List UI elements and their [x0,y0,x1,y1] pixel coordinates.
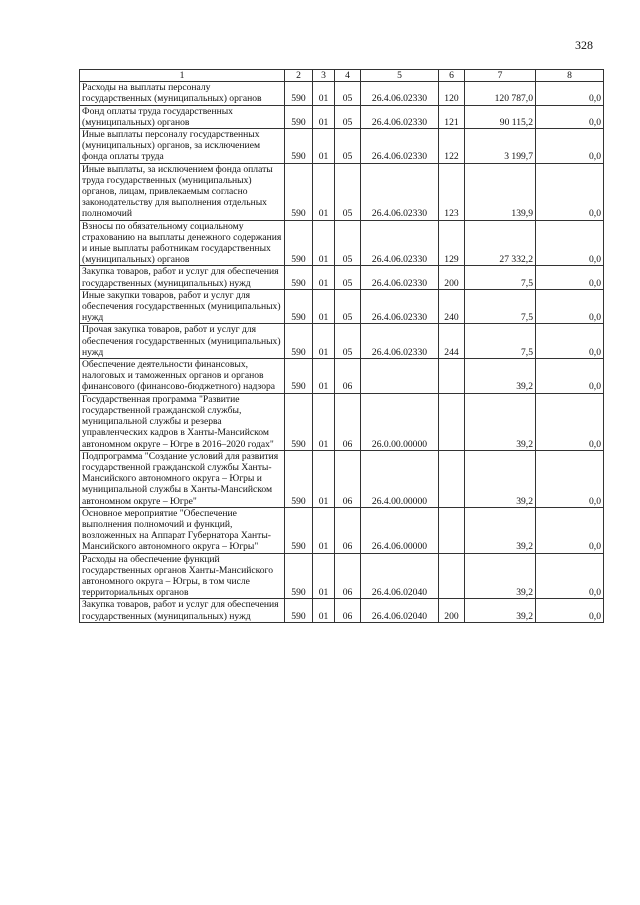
cell-amount-2: 0,0 [536,359,604,394]
table-row [80,359,604,394]
table-row [80,82,604,105]
cell-ministry-code: 590 [285,82,313,105]
table-row [80,553,604,599]
cell-subsection: 05 [335,220,361,266]
cell-ministry-code: 590 [285,393,313,450]
column-header-3: 3 [313,70,335,82]
budget-table [79,69,604,623]
cell-target-article: 26.4.06.02330 [361,129,439,164]
cell-subsection: 05 [335,289,361,324]
cell-section: 01 [313,266,335,289]
cell-section: 01 [313,163,335,220]
row-name: Основное мероприятие "Обеспечение выполнения полномочий и функций, возложенных на Аппарат Губернатора Ханты-Мансийского автономного округа – Югры" [80,507,285,553]
cell-section: 01 [313,220,335,266]
cell-section: 01 [313,82,335,105]
cell-expense-type: 121 [439,105,465,128]
row-name: Обеспечение деятельности финансовых, налоговых и таможенных органов и органов финансового (финансово-бюджетного) надзора [80,359,285,394]
cell-expense-type [439,450,465,507]
row-name: Расходы на обеспечение функций государственных органов Ханты-Мансийского автономного округа – Югры, в том числе территориальных органов [80,553,285,599]
row-name: Иные выплаты персоналу государственных (муниципальных) органов, за исключением фонда оплаты труда [80,129,285,164]
cell-target-article: 26.0.00.00000 [361,393,439,450]
row-name: Расходы на выплаты персоналу государственных (муниципальных) органов [80,82,285,105]
cell-target-article: 26.4.06.02040 [361,553,439,599]
cell-section: 01 [313,129,335,164]
cell-amount: 39,2 [465,507,536,553]
cell-section: 01 [313,553,335,599]
table-row [80,599,604,622]
row-name: Закупка товаров, работ и услуг для обеспечения государственных (муниципальных) нужд [80,266,285,289]
cell-amount: 90 115,2 [465,105,536,128]
cell-expense-type [439,507,465,553]
cell-ministry-code: 590 [285,359,313,394]
row-name: Государственная программа "Развитие государственной гражданской службы, муниципальной службы и резерва управленческих кадров в Ханты-Мансийском автономном округе – Югре в 2016–2020 годах" [80,393,285,450]
cell-expense-type: 120 [439,82,465,105]
cell-amount-2: 0,0 [536,82,604,105]
cell-ministry-code: 590 [285,220,313,266]
cell-target-article: 26.4.00.00000 [361,450,439,507]
cell-expense-type [439,359,465,394]
cell-expense-type: 129 [439,220,465,266]
cell-ministry-code: 590 [285,105,313,128]
row-name: Закупка товаров, работ и услуг для обеспечения государственных (муниципальных) нужд [80,599,285,622]
cell-expense-type [439,393,465,450]
table-row [80,289,604,324]
cell-ministry-code: 590 [285,553,313,599]
cell-section: 01 [313,105,335,128]
cell-ministry-code: 590 [285,324,313,359]
cell-target-article: 26.4.06.02330 [361,105,439,128]
cell-target-article: 26.4.06.02330 [361,220,439,266]
cell-section: 01 [313,289,335,324]
table-row [80,105,604,128]
row-name: Подпрограмма "Создание условий для развития государственной гражданской службы Ханты-Мансийского автономного округа – Югры и муниципальной службы в Ханты-Мансийском автономном округе – Югре" [80,450,285,507]
cell-target-article: 26.4.06.02330 [361,289,439,324]
cell-subsection: 06 [335,450,361,507]
cell-expense-type: 200 [439,599,465,622]
column-header-4: 4 [335,70,361,82]
cell-expense-type: 200 [439,266,465,289]
page-number: 328 [575,38,593,52]
cell-amount-2: 0,0 [536,129,604,164]
cell-amount-2: 0,0 [536,393,604,450]
table-row [80,393,604,450]
cell-ministry-code: 590 [285,129,313,164]
cell-subsection: 06 [335,359,361,394]
cell-amount-2: 0,0 [536,266,604,289]
cell-amount: 139,9 [465,163,536,220]
table-row [80,220,604,266]
table-body [80,82,604,623]
cell-amount: 39,2 [465,450,536,507]
cell-amount: 39,2 [465,393,536,450]
cell-expense-type: 240 [439,289,465,324]
cell-target-article: 26.4.06.02330 [361,163,439,220]
row-name: Иные выплаты, за исключением фонда оплаты труда государственных (муниципальных) органов, лицам, привлекаемым согласно законодательству для выполнения отдельных полномочий [80,163,285,220]
cell-amount-2: 0,0 [536,105,604,128]
table-row [80,450,604,507]
column-header-6: 6 [439,70,465,82]
column-header-7: 7 [465,70,536,82]
cell-target-article: 26.4.06.00000 [361,507,439,553]
cell-target-article [361,359,439,394]
cell-amount: 7,5 [465,289,536,324]
cell-amount-2: 0,0 [536,163,604,220]
table-row [80,129,604,164]
column-header-8: 8 [536,70,604,82]
table-row [80,163,604,220]
table-row [80,266,604,289]
cell-subsection: 06 [335,599,361,622]
cell-subsection: 05 [335,266,361,289]
cell-subsection: 06 [335,393,361,450]
column-header-2: 2 [285,70,313,82]
cell-ministry-code: 590 [285,599,313,622]
cell-subsection: 05 [335,163,361,220]
row-name: Прочая закупка товаров, работ и услуг для обеспечения государственных (муниципальных) нужд [80,324,285,359]
cell-target-article: 26.4.06.02330 [361,82,439,105]
row-name: Фонд оплаты труда государственных (муниципальных) органов [80,105,285,128]
cell-section: 01 [313,324,335,359]
table-row [80,507,604,553]
cell-section: 01 [313,393,335,450]
cell-expense-type: 122 [439,129,465,164]
cell-section: 01 [313,359,335,394]
column-header-1: 1 [80,70,285,82]
cell-amount-2: 0,0 [536,289,604,324]
cell-section: 01 [313,599,335,622]
cell-subsection: 06 [335,507,361,553]
cell-amount: 7,5 [465,324,536,359]
cell-expense-type: 244 [439,324,465,359]
cell-subsection: 05 [335,105,361,128]
cell-section: 01 [313,507,335,553]
cell-ministry-code: 590 [285,450,313,507]
cell-target-article: 26.4.06.02330 [361,324,439,359]
cell-subsection: 06 [335,553,361,599]
column-header-5: 5 [361,70,439,82]
table-row [80,324,604,359]
cell-amount-2: 0,0 [536,450,604,507]
cell-amount-2: 0,0 [536,220,604,266]
cell-amount: 3 199,7 [465,129,536,164]
cell-amount: 39,2 [465,359,536,394]
cell-target-article: 26.4.06.02330 [361,266,439,289]
cell-section: 01 [313,450,335,507]
cell-subsection: 05 [335,82,361,105]
cell-subsection: 05 [335,129,361,164]
cell-amount-2: 0,0 [536,507,604,553]
cell-amount-2: 0,0 [536,553,604,599]
row-name: Взносы по обязательному социальному страхованию на выплаты денежного содержания и иные выплаты работникам государственных (муниципальных) органов [80,220,285,266]
header-row [80,70,604,82]
cell-subsection: 05 [335,324,361,359]
cell-expense-type: 123 [439,163,465,220]
cell-expense-type [439,553,465,599]
cell-ministry-code: 590 [285,507,313,553]
cell-ministry-code: 590 [285,163,313,220]
cell-ministry-code: 590 [285,289,313,324]
cell-target-article: 26.4.06.02040 [361,599,439,622]
cell-ministry-code: 590 [285,266,313,289]
cell-amount: 39,2 [465,599,536,622]
cell-amount: 39,2 [465,553,536,599]
cell-amount: 120 787,0 [465,82,536,105]
cell-amount-2: 0,0 [536,324,604,359]
cell-amount: 27 332,2 [465,220,536,266]
cell-amount: 7,5 [465,266,536,289]
cell-amount-2: 0,0 [536,599,604,622]
row-name: Иные закупки товаров, работ и услуг для обеспечения государственных (муниципальных) нужд [80,289,285,324]
